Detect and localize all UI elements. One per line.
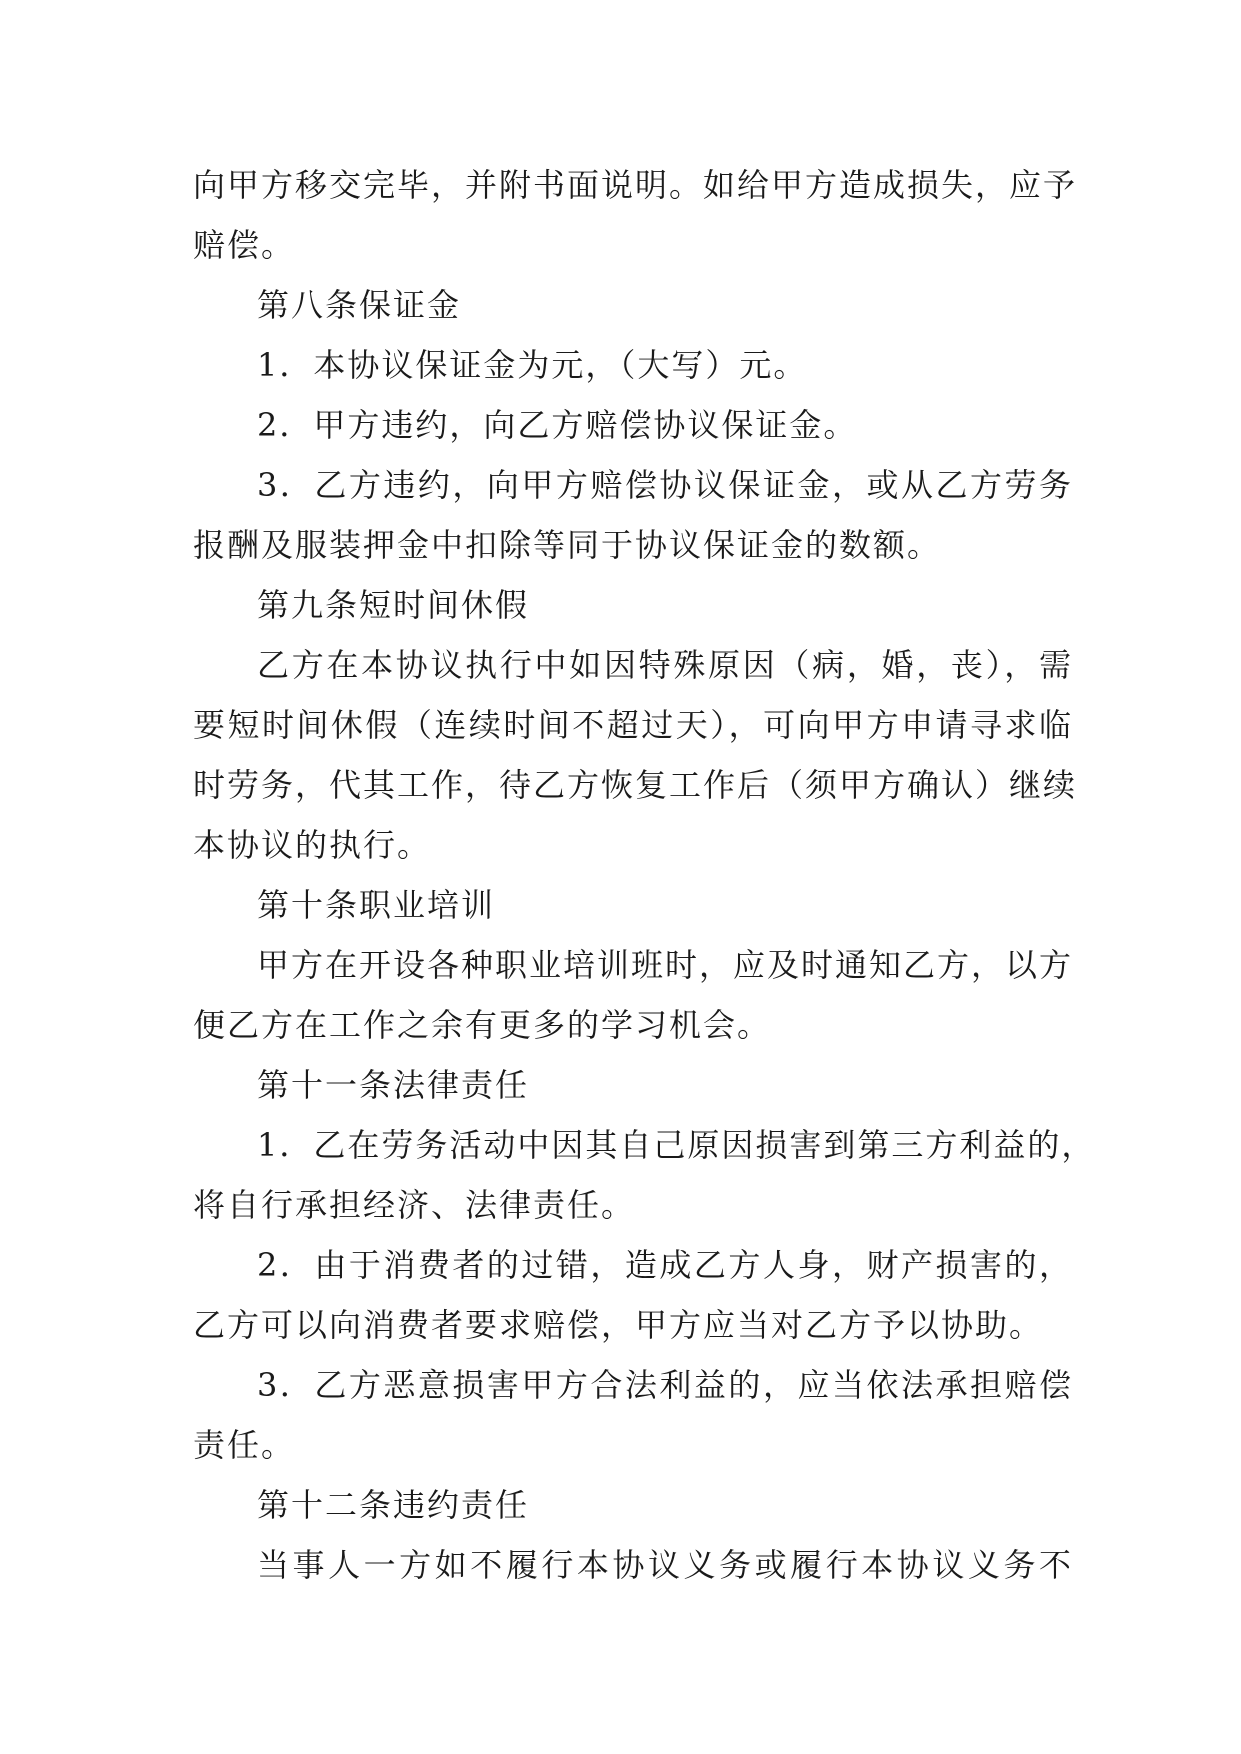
text-line: 甲方在开设各种职业培训班时，应及时通知乙方，以方 [257,946,1074,984]
section-heading: 第十二条违约责任 [257,1486,530,1524]
text-line: 1．乙在劳务活动中因其自己原因损害到第三方利益的， [257,1126,1096,1164]
text-line: 时劳务，代其工作，待乙方恢复工作后（须甲方确认）继续 [193,766,1078,804]
text-line: 赔偿。 [193,226,296,264]
section-heading: 第九条短时间休假 [257,586,530,624]
text-line: 2．由于消费者的过错，造成乙方人身，财产损害的， [257,1246,1073,1284]
text-line: 便乙方在工作之余有更多的学习机会。 [193,1006,772,1044]
text-line: 本协议的执行。 [193,826,432,864]
section-heading: 第十一条法律责任 [257,1066,530,1104]
text-line: 责任。 [193,1426,296,1464]
text-line: 乙方在本协议执行中如因特殊原因（病，婚，丧），需 [257,646,1073,684]
section-heading: 第八条保证金 [257,286,462,324]
text-line: 要短时间休假（连续时间不超过天），可向甲方申请寻求临 [193,706,1073,744]
text-line: 当事人一方如不履行本协议义务或履行本协议义务不 [257,1546,1073,1584]
text-line: 将自行承担经济、法律责任。 [193,1186,636,1224]
text-line: 3．乙方违约，向甲方赔偿协议保证金，或从乙方劳务 [257,466,1073,504]
text-line: 乙方可以向消费者要求赔偿，甲方应当对乙方予以协助。 [193,1306,1044,1344]
text-line: 3．乙方恶意损害甲方合法利益的，应当依法承担赔偿 [257,1366,1073,1404]
text-line: 向甲方移交完毕，并附书面说明。如给甲方造成损失，应予 [193,166,1078,204]
text-line: 2．甲方违约，向乙方赔偿协议保证金。 [257,406,858,444]
section-heading: 第十条职业培训 [257,886,496,924]
text-line: 报酬及服装押金中扣除等同于协议保证金的数额。 [193,526,942,564]
text-line: 1．本协议保证金为元，（大写）元。 [257,346,808,384]
